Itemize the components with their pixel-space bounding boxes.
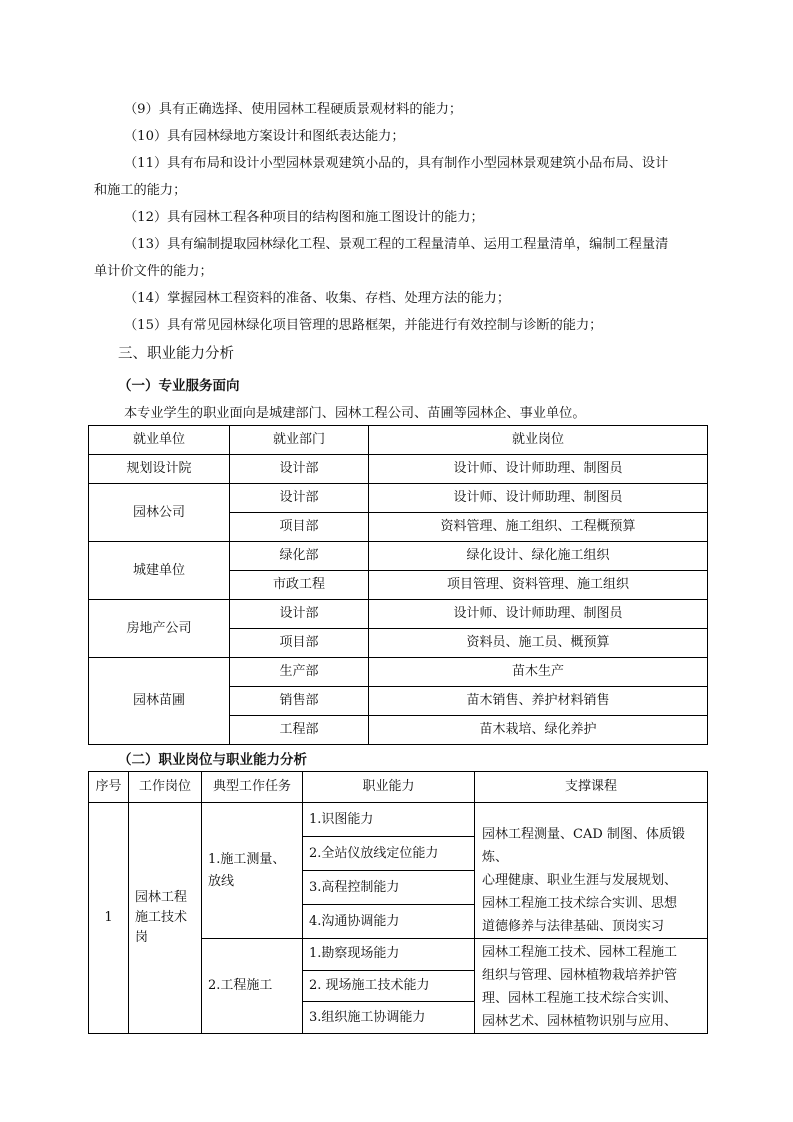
course-cell (475, 803, 708, 939)
employment-table (88, 425, 708, 745)
task-cell (202, 939, 303, 1034)
section-title: 三、职业能力分析 (118, 346, 234, 362)
ability-11-line2: 和施工的能力； (94, 183, 187, 198)
position-cell: 项目管理、资料管理、施工组织 (369, 571, 708, 600)
position-cell: 设计师、设计师助理、制图员 (369, 484, 708, 513)
ability-12: （12）具有园林工程各种项目的结构图和施工图设计的能力； (124, 210, 484, 225)
table-row (89, 600, 708, 629)
unit-cell: 城建单位 (89, 542, 230, 600)
row-number-cell: 1 (89, 803, 129, 1034)
course-line: 园林工程施工技术综合实训、思想 (482, 896, 678, 911)
ability-9: （9）具有正确选择、使用园林工程硬质景观材料的能力； (124, 102, 463, 117)
table-header-cell: 工作岗位 (129, 772, 202, 803)
task-line: 放线 (208, 873, 235, 889)
ability-14: （14）掌握园林工程资料的准备、收集、存档、处理方法的能力； (124, 291, 511, 306)
department-cell: 生产部 (230, 658, 369, 687)
course-line: 园林艺术、园林植物识别与应用、 (482, 1014, 678, 1029)
table-row (89, 455, 708, 484)
table-header-cell: 就业部门 (230, 426, 369, 455)
course-line: 园林工程施工技术、园林工程施工 (482, 945, 678, 960)
unit-cell: 园林苗圃 (89, 658, 230, 745)
position-cell: 苗木栽培、绿化养护 (369, 716, 708, 745)
department-cell: 市政工程 (230, 571, 369, 600)
unit-cell: 园林公司 (89, 484, 230, 542)
position-cell: 资料员、施工员、概预算 (369, 629, 708, 658)
department-cell: 项目部 (230, 513, 369, 542)
ability-cell: 2.全站仪放线定位能力 (303, 837, 475, 871)
table-row (89, 542, 708, 571)
table-header-row (89, 426, 708, 455)
unit-cell: 规划设计院 (89, 455, 230, 484)
table-row (89, 658, 708, 687)
course-line: 理、园林工程施工技术综合实训、 (482, 991, 678, 1006)
job-title-line: 岗 (135, 930, 149, 945)
position-cell: 资料管理、施工组织、工程概预算 (369, 513, 708, 542)
job-title-cell (129, 803, 202, 1034)
position-cell: 设计师、设计师助理、制图员 (369, 455, 708, 484)
department-cell: 设计部 (230, 600, 369, 629)
department-cell: 设计部 (230, 484, 369, 513)
table-header-cell: 支撑课程 (475, 772, 708, 803)
position-cell: 设计师、设计师助理、制图员 (369, 600, 708, 629)
ability-cell: 1.识图能力 (303, 803, 475, 837)
position-cell: 苗木生产 (369, 658, 708, 687)
subsection-1-title: （一）专业服务面向 (118, 378, 240, 394)
subsection-2-title: （二）职业岗位与职业能力分析 (118, 752, 307, 768)
ability-cell: 4.沟通协调能力 (303, 905, 475, 939)
department-cell: 设计部 (230, 455, 369, 484)
job-ability-table (88, 771, 708, 1034)
course-line: 心理健康、职业生涯与发展规划、 (482, 873, 678, 888)
department-cell: 工程部 (230, 716, 369, 745)
ability-cell: 2. 现场施工技术能力 (303, 970, 475, 1002)
ability-15: （15）具有常见园林绿化项目管理的思路框架，并能进行有效控制与诊断的能力； (124, 318, 603, 333)
course-cell (475, 939, 708, 1034)
table-header-cell: 典型工作任务 (202, 772, 303, 803)
task-line: 2.工程施工 (208, 978, 273, 993)
ability-cell: 3.组织施工协调能力 (303, 1002, 475, 1034)
department-cell: 项目部 (230, 629, 369, 658)
task-cell (202, 803, 303, 939)
ability-10: （10）具有园林绿地方案设计和图纸表达能力； (124, 129, 405, 144)
table-header-cell: 职业能力 (303, 772, 475, 803)
table-header-cell: 就业岗位 (369, 426, 708, 455)
table-header-cell: 序号 (89, 772, 129, 803)
course-line: 园林工程测量、CAD 制图、体质锻炼、 (482, 827, 685, 865)
ability-13-line1: （13）具有编制提取园林绿化工程、景观工程的工程量清单、运用工程量清单，编制工程量清 (124, 237, 669, 252)
table-header-cell: 就业单位 (89, 426, 230, 455)
department-cell: 销售部 (230, 687, 369, 716)
ability-11-line1: （11）具有布局和设计小型园林景观建筑小品的，具有制作小型园林景观建筑小品布局、设计 (124, 156, 669, 171)
ability-cell: 3.高程控制能力 (303, 871, 475, 905)
position-cell: 苗木销售、养护材料销售 (369, 687, 708, 716)
table-row (89, 803, 708, 837)
course-line: 道德修养与法律基础、顶岗实习 (482, 919, 665, 934)
task-line: 1.施工测量、 (208, 851, 286, 867)
table-row (89, 484, 708, 513)
course-line: 组织与管理、园林植物栽培养护管 (482, 968, 678, 983)
ability-cell: 1.勘察现场能力 (303, 939, 475, 971)
job-title-line: 园林工程 (135, 890, 188, 905)
ability-13-line2: 单计价文件的能力； (94, 264, 213, 279)
department-cell: 绿化部 (230, 542, 369, 571)
subsection-1-intro: 本专业学生的职业面向是城建部门、园林工程公司、苗圃等园林企、事业单位。 (124, 406, 586, 421)
unit-cell: 房地产公司 (89, 600, 230, 658)
table-header-row (89, 772, 708, 803)
job-title-line: 施工技术 (135, 910, 188, 925)
position-cell: 绿化设计、绿化施工组织 (369, 542, 708, 571)
